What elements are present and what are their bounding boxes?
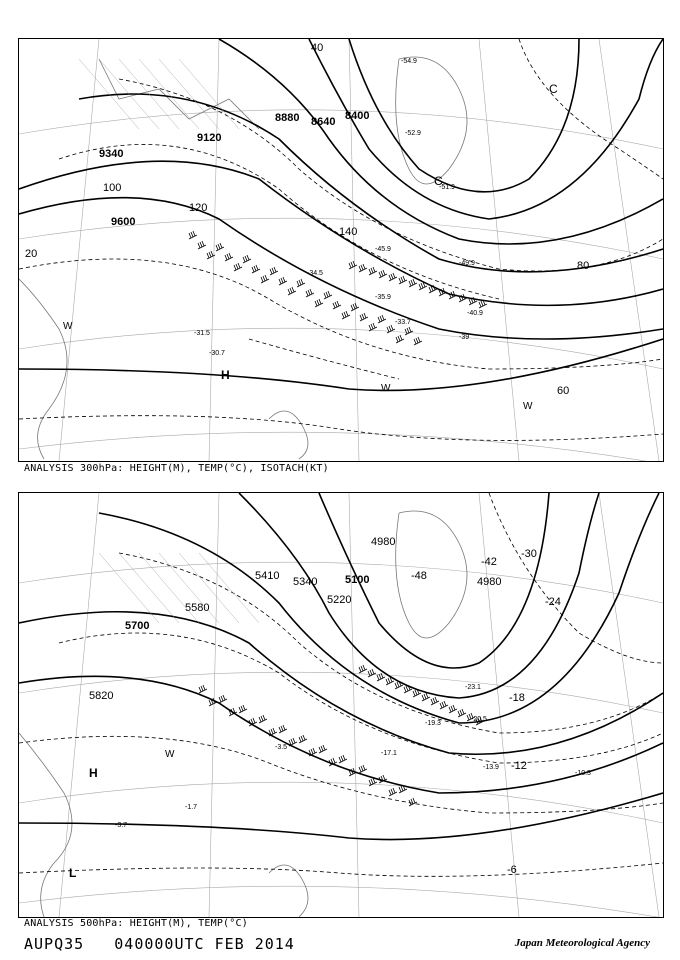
wind-barb xyxy=(333,301,341,309)
wind-barb xyxy=(359,264,367,272)
temperature-label: -40.9 xyxy=(467,310,483,317)
wind-barb xyxy=(396,335,404,343)
isotherm-label: -48 xyxy=(411,570,427,582)
wind-barb xyxy=(288,287,296,295)
warm-center-symbol: W xyxy=(523,401,533,412)
isotach-label: 40 xyxy=(311,42,324,54)
temperature-label: -45.9 xyxy=(375,246,391,253)
isotherm-label: -30 xyxy=(521,548,537,560)
wind-barb xyxy=(259,715,267,723)
caption-300hpa: ANALYSIS 300hPa: HEIGHT(M), TEMP(°C), ISOTACH(KT) xyxy=(24,463,329,474)
isotherm-label: -18 xyxy=(509,692,525,704)
height-label: 5220 xyxy=(327,594,352,606)
wind-barb xyxy=(349,261,357,269)
temperature-label: -30.7 xyxy=(209,350,225,357)
wind-barb xyxy=(369,267,377,275)
isotach-label: 120 xyxy=(189,202,208,214)
height-label: 5700 xyxy=(125,620,150,632)
hatching xyxy=(79,59,239,129)
station-value: -13.9 xyxy=(483,764,499,771)
height-label: 5340 xyxy=(293,576,318,588)
temperature-label: -49.9 xyxy=(459,260,475,267)
high-pressure-symbol: H xyxy=(221,368,230,382)
temperature-label: -33.7 xyxy=(395,319,411,326)
wind-barb xyxy=(239,705,247,713)
wind-barb xyxy=(306,289,314,297)
cold-center-symbol: C xyxy=(434,174,443,188)
isotach-label: 80 xyxy=(577,260,590,272)
wind-barb xyxy=(189,231,197,239)
wind-barb xyxy=(409,279,417,287)
low-pressure-symbol: L xyxy=(69,866,77,880)
wind-barb xyxy=(319,745,327,753)
chart-identifier xyxy=(24,935,295,953)
wind-barb xyxy=(369,323,377,331)
temperature-label: -31.5 xyxy=(194,330,210,337)
isotherm-label-group xyxy=(411,548,561,876)
isotherm-label: -42 xyxy=(481,556,497,568)
wind-barb xyxy=(359,665,367,673)
wind-barb xyxy=(440,701,448,709)
height-label: 4980 xyxy=(477,576,502,588)
pressure-symbol-group xyxy=(63,82,558,412)
wind-barb xyxy=(315,299,323,307)
wind-barbs xyxy=(199,665,484,806)
chart-code: AUPQ35 xyxy=(24,935,85,953)
warm-center-symbol: W xyxy=(381,383,391,394)
height-label: 9120 xyxy=(197,132,222,144)
chart-datetime: 040000UTC FEB 2014 xyxy=(114,935,295,953)
chart-500hpa xyxy=(18,492,664,918)
wind-barb xyxy=(414,337,422,345)
temperature-label: -51.9 xyxy=(439,184,455,191)
warm-center-symbol: W xyxy=(63,321,73,332)
caption-500hpa: ANALYSIS 500hPa: HEIGHT(M), TEMP(°C) xyxy=(24,918,248,929)
isotach-label: 140 xyxy=(339,226,358,238)
wind-barb xyxy=(449,705,457,713)
warm-center-symbol: W xyxy=(165,749,175,760)
temperature-label: -35.9 xyxy=(375,294,391,301)
height-label: 9600 xyxy=(111,216,136,228)
wind-barb xyxy=(431,697,439,705)
graticule xyxy=(19,493,663,917)
wind-barb xyxy=(270,267,278,275)
wind-barb xyxy=(409,798,417,806)
station-value: -19.3 xyxy=(425,720,441,727)
map-500hpa xyxy=(19,493,663,917)
wind-barb xyxy=(405,327,413,335)
wind-barb xyxy=(216,243,224,251)
wind-barb xyxy=(389,273,397,281)
wind-barb xyxy=(378,315,386,323)
height-label: 8640 xyxy=(311,116,336,128)
wind-barb xyxy=(389,788,397,796)
height-label-group xyxy=(89,536,501,702)
wind-barb xyxy=(279,725,287,733)
temperature-label-group xyxy=(194,58,483,357)
height-label: 5820 xyxy=(89,690,114,702)
wind-barb xyxy=(379,270,387,278)
map-300hpa xyxy=(19,39,663,461)
height-label: 5410 xyxy=(255,570,280,582)
wind-barb xyxy=(219,695,227,703)
wind-barb xyxy=(225,253,233,261)
agency-credit: Japan Meteorological Agency xyxy=(514,937,650,949)
height-label: 5580 xyxy=(185,602,210,614)
temperature-label: -52.9 xyxy=(405,130,421,137)
station-value-group xyxy=(115,684,591,829)
wind-barb xyxy=(324,291,332,299)
station-value: -3.7 xyxy=(115,822,128,829)
station-value: -17.1 xyxy=(381,750,397,757)
isotherm-label: -12 xyxy=(511,760,527,772)
height-label: 8400 xyxy=(345,110,370,122)
wind-barb xyxy=(360,313,368,321)
station-value: -20.5 xyxy=(471,716,487,723)
wind-barb xyxy=(261,275,269,283)
isotach-label: 100 xyxy=(103,182,122,194)
isotherm-label: -6 xyxy=(507,864,517,876)
wind-barb xyxy=(199,685,207,693)
wind-barb xyxy=(342,311,350,319)
wind-barb xyxy=(339,755,347,763)
isotherm-label: -24 xyxy=(545,596,561,608)
wind-barb xyxy=(279,277,287,285)
height-label: 8880 xyxy=(275,112,300,124)
isotach-label: 60 xyxy=(557,385,570,397)
wind-barb xyxy=(458,709,466,717)
height-label-group xyxy=(99,110,369,228)
wind-barb xyxy=(252,265,260,273)
temperature-label: -39 xyxy=(459,334,470,341)
pressure-symbol-group xyxy=(69,749,175,880)
wind-barb xyxy=(368,669,376,677)
temperature-label: -34.5 xyxy=(307,270,323,277)
wind-barb xyxy=(399,276,407,284)
temperature-label: -54.9 xyxy=(401,58,417,65)
height-label: 5100 xyxy=(345,574,370,586)
wind-barb xyxy=(234,263,242,271)
station-value: -3.5 xyxy=(275,744,288,751)
station-value: -23.1 xyxy=(465,684,481,691)
wind-barb xyxy=(243,255,251,263)
chart-300hpa xyxy=(18,38,664,462)
wind-barb xyxy=(297,279,305,287)
station-value: -1.7 xyxy=(185,804,198,811)
high-pressure-symbol: H xyxy=(89,766,98,780)
graticule xyxy=(19,39,663,461)
height-label: 4980 xyxy=(371,536,396,548)
station-value: -10.3 xyxy=(575,770,591,777)
wind-barb xyxy=(377,673,385,681)
height-label: 9340 xyxy=(99,148,124,160)
wind-barb xyxy=(359,765,367,773)
wind-barb xyxy=(299,735,307,743)
wind-barb xyxy=(198,241,206,249)
isotach-label: 20 xyxy=(25,248,38,260)
cold-center-symbol: C xyxy=(549,82,558,96)
wind-barb xyxy=(422,693,430,701)
